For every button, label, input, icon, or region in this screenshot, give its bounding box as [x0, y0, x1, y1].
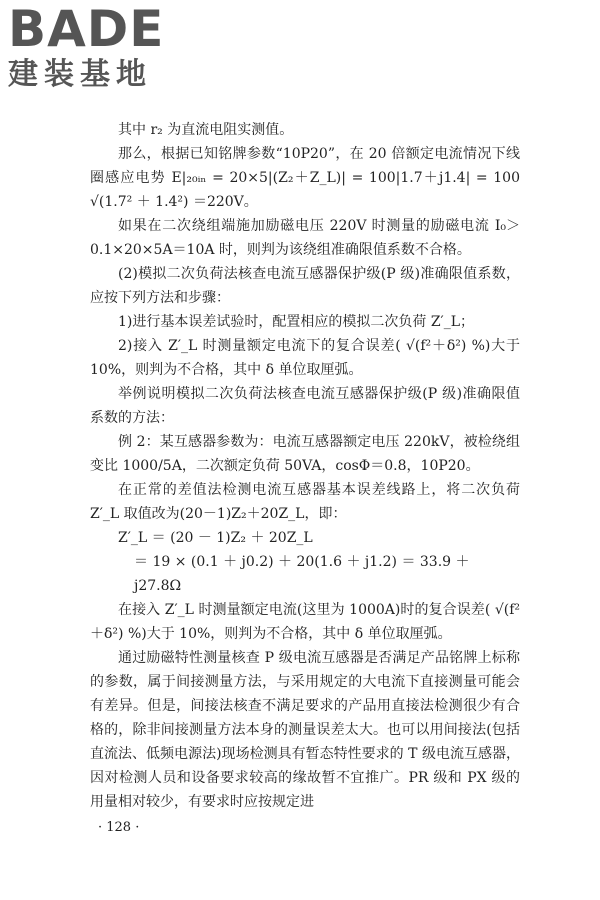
list-item: 2)接入 Z′_L 时测量额定电流下的复合误差( √(f²＋δ²) %)大于 10%，则判为不合格，其中 δ 单位取厘弧。	[90, 338, 520, 378]
equation-line: Z′_L ＝ (20 － 1)Z₂ ＋ 20Z_L	[118, 530, 313, 546]
paragraph: 那么，根据已知铭牌参数“10P20”，在 20 倍额定电流情况下线圈感应电势 E|₂₀ᵢₙ = 20×5|(Z₂＋Z_L)| = 100|1.7＋j1.4| = 100 √(1.7² ＋ 1.4²) ＝220V。	[90, 146, 520, 210]
logo-subtitle: 建装基地	[8, 57, 152, 92]
brand-logo	[8, 0, 165, 92]
page-number: · 128 ·	[98, 820, 140, 835]
paragraph: (2)模拟二次负荷法核查电流互感器保护级(P 级)准确限值系数，应按下列方法和步骤：	[90, 266, 520, 306]
paragraph: 在正常的差值法检测电流互感器基本误差线路上，将二次负荷 Z′_L 取值改为(20－1)Z₂＋20Z_L，即：	[90, 482, 520, 522]
list-item: 1)进行基本误差试验时，配置相应的模拟二次负荷 Z′_L；	[118, 314, 475, 330]
logo-wordmark: BADE	[8, 0, 165, 58]
paragraph: 举例说明模拟二次负荷法核查电流互感器保护级(P 级)准确限值系数的方法：	[90, 386, 520, 426]
paragraph: 如果在二次绕组端施加励磁电压 220V 时测量的励磁电流 I₀＞0.1×20×5A＝10A 时，则判为该绕组准确限值系数不合格。	[90, 218, 520, 258]
equation-line: ＝ 19 × (0.1 ＋ j0.2) ＋ 20(1.6 ＋ j1.2) ＝ 33.9 ＋ j27.8Ω	[134, 554, 470, 594]
paragraph: 在接入 Z′_L 时测量额定电流(这里为 1000A)时的复合误差( √(f²＋δ²) %)大于 10%，则判为不合格，其中 δ 单位取厘弧。	[90, 602, 520, 642]
paragraph: 其中 r₂ 为直流电阻实测值。	[118, 122, 294, 138]
example-paragraph: 例 2：某互感器参数为：电流互感器额定电压 220kV，被检绕组变比 1000/5A，二次额定负荷 50VA，cosΦ＝0.8，10P20。	[90, 434, 520, 474]
paragraph: 通过励磁特性测量核查 P 级电流互感器是否满足产品铭牌上标称的参数，属于间接测量方法，与采用规定的大电流下直接测量可能会有差异。但是，间接法核查不满足要求的产品用直接法检测很少有合格的，除非间接测量方法本身的测量误差太大。也可以用间接法(包括直流法、低频电源法)现场检测具有暂态特性要求的 T 级电流互感器，因对检测人员和设备要求较高的缘故暂不宜推广。PR 级和 PX 级的用量相对较少，有要求时应按规定进	[90, 650, 520, 810]
document-page	[90, 118, 520, 840]
